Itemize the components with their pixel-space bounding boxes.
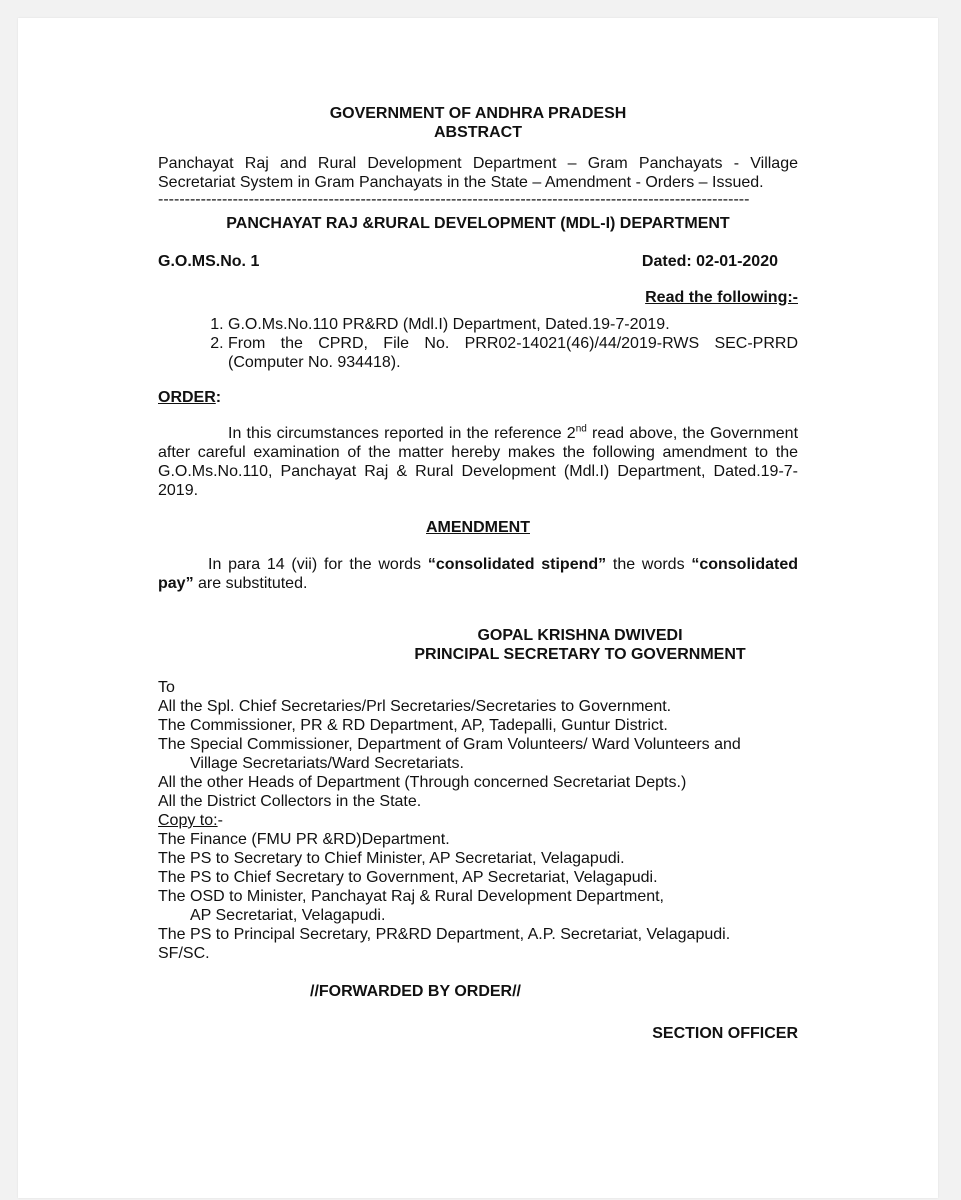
forwarded-line: //FORWARDED BY ORDER// (310, 983, 521, 1000)
copy-to-item: The OSD to Minister, Panchayat Raj & Rural Development Department, (158, 888, 664, 905)
recipient-item: The Commissioner, PR & RD Department, AP, Tadepalli, Guntur District. (158, 717, 668, 734)
signature-block (402, 626, 758, 664)
recipient-item: The Special Commissioner, Department of Gram Volunteers/ Ward Volunteers and (158, 736, 741, 753)
copy-to-item: The PS to Principal Secretary, PR&RD Department, A.P. Secretariat, Velagapudi. (158, 926, 731, 943)
order-paragraph: In this circumstances reported in the reference 2nd read above, the Government after careful examination of the matter hereby makes the following amendment to the G.O.Ms.No.110, Panchayat Raj & Rural Development (Mdl.I) Department, Dated.19-7-2019. (158, 423, 799, 499)
department-heading: PANCHAYAT RAJ &RURAL DEVELOPMENT (MDL-I) DEPARTMENT (226, 215, 730, 232)
abstract-heading: ABSTRACT (434, 124, 522, 141)
amendment-paragraph: In para 14 (vii) for the words “consolidated stipend” the words “consolidated pay” are substituted. (158, 556, 799, 592)
copy-to-item: SF/SC. (158, 945, 210, 962)
reference-item: 2. From the CPRD, File No. PRR02-14021(46)/44/2019-RWS SEC-PRRD (Computer No. 934418). (228, 334, 798, 372)
subject-text: Panchayat Raj and Rural Development Department – Gram Panchayats - Village Secretariat System in Gram Panchayats in the State – Amendment - Orders – Issued. (158, 155, 798, 191)
go-row (158, 252, 798, 271)
document-page (18, 18, 938, 1198)
recipient-item: All the District Collectors in the State. (158, 793, 422, 810)
reference-list (158, 315, 798, 372)
copy-to-list (158, 830, 798, 963)
section-officer: SECTION OFFICER (652, 1025, 798, 1042)
reference-item: 1. G.O.Ms.No.110 PR&RD (Mdl.I) Department, Dated.19-7-2019. (228, 315, 798, 334)
copy-to-label: Copy to:- (158, 812, 223, 829)
signatory-name: GOPAL KRISHNA DWIVEDI (477, 627, 683, 644)
recipient-item: All the Spl. Chief Secretaries/Prl Secretaries/Secretaries to Government. (158, 698, 672, 715)
signatory-designation: PRINCIPAL SECRETARY TO GOVERNMENT (414, 646, 746, 663)
recipient-item: Village Secretariats/Ward Secretariats. (190, 755, 464, 772)
document-content (158, 104, 798, 1043)
recipient-item: All the other Heads of Department (Through concerned Secretariat Depts.) (158, 774, 687, 791)
copy-to-item: The Finance (FMU PR &RD)Department. (158, 831, 450, 848)
separator-line: --------------------------------------------------------------------------------------------------------------- (158, 194, 750, 206)
read-following: Read the following:- (645, 289, 798, 306)
go-number: G.O.MS.No. 1 (158, 253, 260, 270)
copy-to-item: The PS to Secretary to Chief Minister, AP Secretariat, Velagapudi. (158, 850, 625, 867)
copy-to-item: The PS to Chief Secretary to Government, AP Secretariat, Velagapudi. (158, 869, 658, 886)
to-label: To (158, 679, 175, 696)
amendment-heading: AMENDMENT (426, 519, 530, 536)
government-heading: GOVERNMENT OF ANDHRA PRADESH (329, 105, 627, 122)
recipient-list (158, 697, 798, 811)
go-date: Dated: 02-01-2020 (641, 253, 778, 270)
copy-to-item: AP Secretariat, Velagapudi. (190, 907, 386, 924)
order-label: ORDER: (158, 389, 222, 406)
